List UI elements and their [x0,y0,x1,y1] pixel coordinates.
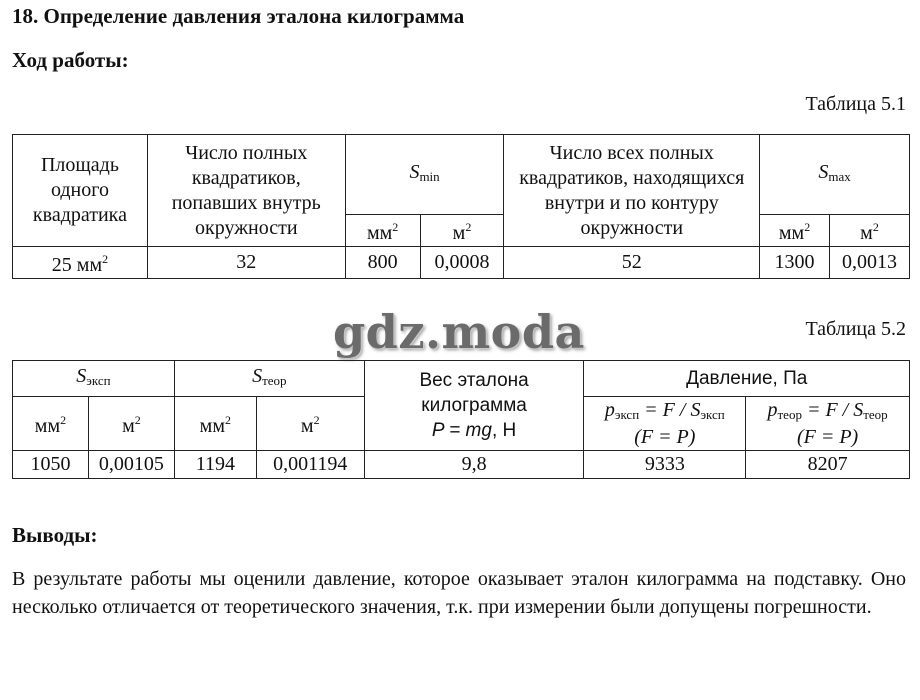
cell-p-exp: 9333 [584,451,746,479]
header-smax: $S_{max}$ [760,135,910,215]
header-p-theor [746,397,910,451]
cell-count-all: 52 [504,247,760,279]
header-area: Площадь одного квадратика [13,135,148,247]
unit-smax-m: $м^2$ [830,215,910,247]
unit-smax-mm: $мм^2$ [760,215,830,247]
unit-sexp-m: $м^2$ [88,397,174,451]
page-title: 18. Определение давления эталона килограмма [12,4,465,28]
cell-smax-mm: 1300 [760,247,830,279]
header-full-inside: Число полных квадратиков, попавших внутрь окружности [147,135,345,247]
cell-smax-m: 0,0013 [830,247,910,279]
unit-sth-mm: $мм^2$ [174,397,256,451]
formula-p-exp: $p_{эксп} = F / S_{эксп}$ [604,399,725,422]
cell-smin-m: 0,0008 [420,247,504,279]
cell-area: 25 $мм^2$ [13,247,148,279]
header-p-exp [584,397,746,451]
header-weight-line1: Вес эталона килограмма [419,370,529,416]
conclusions-heading: Выводы: [12,523,98,547]
note-p-theor: (F = P) [796,426,859,448]
cell-sexp-m: 0,00105 [88,451,174,479]
conclusion-text: В результате работы мы оценили давление, которое оказывает эталон килограмма на подставку. Оно несколько отличается от теоретического значения, т.к. при измерении были допущены погрешности. [12,568,906,618]
table-5-1 [12,134,910,279]
watermark: gdz.moda [333,305,585,359]
header-pressure: Давление, Па [584,361,910,397]
header-s-exp: $S_{эксп}$ [13,361,175,397]
cell-p-theor: 8207 [746,451,910,479]
header-weight [364,361,584,451]
table1-caption: Таблица 5.1 [805,93,906,115]
table2-caption: Таблица 5.2 [805,318,906,340]
cell-sth-m: 0,001194 [256,451,364,479]
cell-weight: 9,8 [364,451,584,479]
procedure-heading: Ход работы: [12,48,129,72]
header-all-squares: Число всех полных квадратиков, находящихся внутри и по контуру окружности [504,135,760,247]
note-p-exp: (F = P) [634,426,696,448]
cell-sth-mm: 1194 [174,451,256,479]
cell-sexp-mm: 1050 [13,451,89,479]
unit-smin-mm: $мм^2$ [345,215,420,247]
unit-sexp-mm: $мм^2$ [13,397,89,451]
formula-p-theor: $p_{теор} = F / S_{теор}$ [767,399,888,422]
header-smin: $S_{min}$ [345,135,504,215]
cell-count-inside: 32 [147,247,345,279]
header-weight-line2: P = mg, Н [431,420,517,441]
unit-sth-m: $м^2$ [256,397,364,451]
header-s-theor: $S_{теор}$ [174,361,364,397]
cell-smin-mm: 800 [345,247,420,279]
unit-smin-m: $м^2$ [420,215,504,247]
table-5-2 [12,360,910,479]
